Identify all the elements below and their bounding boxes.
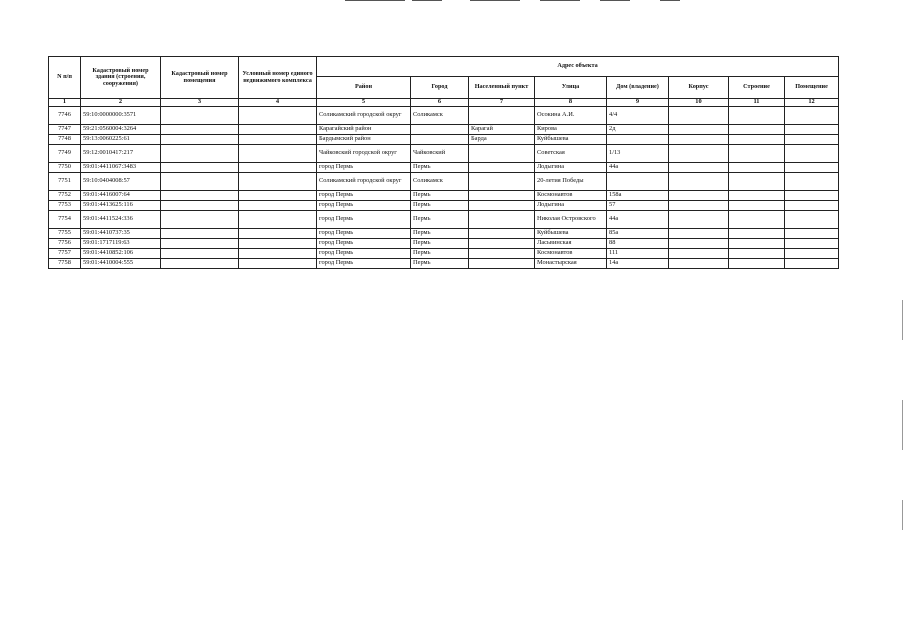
column-number: 3 bbox=[161, 99, 239, 107]
district-cell: Чайковский городской округ bbox=[317, 145, 411, 163]
building-cell bbox=[729, 249, 785, 259]
conditional-number bbox=[239, 107, 317, 125]
row-number: 7758 bbox=[49, 259, 81, 269]
row-number: 7753 bbox=[49, 201, 81, 211]
row-number: 7754 bbox=[49, 211, 81, 229]
table-row bbox=[49, 145, 839, 163]
district-cell: город Пермь bbox=[317, 211, 411, 229]
room-cell bbox=[785, 229, 839, 239]
room-cell bbox=[785, 259, 839, 269]
room-cell bbox=[785, 201, 839, 211]
district-cell: город Пермь bbox=[317, 201, 411, 211]
header-building: Строение bbox=[729, 77, 785, 99]
korpus-cell bbox=[669, 191, 729, 201]
city-cell: Пермь bbox=[411, 191, 469, 201]
cadastral-number-room bbox=[161, 259, 239, 269]
house-cell bbox=[607, 135, 669, 145]
table-row bbox=[49, 239, 839, 249]
cadastral-number-room bbox=[161, 107, 239, 125]
street-cell: Космонавтов bbox=[535, 249, 607, 259]
conditional-number bbox=[239, 145, 317, 163]
scan-edge-mark bbox=[902, 400, 903, 450]
row-number: 7746 bbox=[49, 107, 81, 125]
locality-cell bbox=[469, 201, 535, 211]
street-cell: Николая Островского bbox=[535, 211, 607, 229]
scan-edge-mark bbox=[902, 300, 903, 340]
column-number: 6 bbox=[411, 99, 469, 107]
korpus-cell bbox=[669, 259, 729, 269]
city-cell: Соликамск bbox=[411, 107, 469, 125]
cadastral-number-room bbox=[161, 191, 239, 201]
column-number: 1 bbox=[49, 99, 81, 107]
korpus-cell bbox=[669, 145, 729, 163]
street-cell: Ласьвинская bbox=[535, 239, 607, 249]
house-cell: 44а bbox=[607, 163, 669, 173]
house-cell: 2д bbox=[607, 125, 669, 135]
locality-cell bbox=[469, 211, 535, 229]
house-cell bbox=[607, 173, 669, 191]
table-row bbox=[49, 135, 839, 145]
city-cell: Пермь bbox=[411, 211, 469, 229]
street-cell: Космонавтов bbox=[535, 191, 607, 201]
city-cell: Пермь bbox=[411, 239, 469, 249]
house-cell: 57 bbox=[607, 201, 669, 211]
cadastral-number-building: 59:01:4410852:106 bbox=[81, 249, 161, 259]
locality-cell bbox=[469, 163, 535, 173]
cadastral-number-building: 59:01:4416007:64 bbox=[81, 191, 161, 201]
house-cell: 44а bbox=[607, 211, 669, 229]
conditional-number bbox=[239, 259, 317, 269]
room-cell bbox=[785, 173, 839, 191]
header-room: Помещение bbox=[785, 77, 839, 99]
column-number: 10 bbox=[669, 99, 729, 107]
locality-cell bbox=[469, 229, 535, 239]
district-cell: город Пермь bbox=[317, 191, 411, 201]
house-cell: 158а bbox=[607, 191, 669, 201]
locality-cell bbox=[469, 145, 535, 163]
city-cell: Пермь bbox=[411, 259, 469, 269]
city-cell: Пермь bbox=[411, 229, 469, 239]
city-cell: Пермь bbox=[411, 201, 469, 211]
street-cell: Кирова bbox=[535, 125, 607, 135]
cadastral-number-room bbox=[161, 163, 239, 173]
column-number: 7 bbox=[469, 99, 535, 107]
row-number: 7756 bbox=[49, 239, 81, 249]
cadastral-number-building: 59:10:0404008:57 bbox=[81, 173, 161, 191]
column-number: 9 bbox=[607, 99, 669, 107]
cadastral-number-room bbox=[161, 201, 239, 211]
header-cad-room: Кадастровый номер помещения bbox=[161, 57, 239, 99]
korpus-cell bbox=[669, 163, 729, 173]
locality-cell bbox=[469, 239, 535, 249]
street-cell: Куйбышева bbox=[535, 135, 607, 145]
column-number: 5 bbox=[317, 99, 411, 107]
building-cell bbox=[729, 191, 785, 201]
district-cell: Бардымский район bbox=[317, 135, 411, 145]
building-cell bbox=[729, 107, 785, 125]
korpus-cell bbox=[669, 173, 729, 191]
cadastral-number-building: 59:01:4410004:555 bbox=[81, 259, 161, 269]
cadastral-number-building: 59:01:1717119:63 bbox=[81, 239, 161, 249]
room-cell bbox=[785, 125, 839, 135]
district-cell: город Пермь bbox=[317, 239, 411, 249]
house-cell: 111 bbox=[607, 249, 669, 259]
building-cell bbox=[729, 135, 785, 145]
cadastral-number-building: 59:13:0060225:61 bbox=[81, 135, 161, 145]
header-house: Дом (владение) bbox=[607, 77, 669, 99]
house-cell: 1/13 bbox=[607, 145, 669, 163]
city-cell: Пермь bbox=[411, 249, 469, 259]
district-cell: Карагайский район bbox=[317, 125, 411, 135]
registry-table bbox=[48, 56, 839, 269]
house-cell: 88 bbox=[607, 239, 669, 249]
header-cond-num: Условный номер единого недвижимого комплекса bbox=[239, 57, 317, 99]
header-city: Город bbox=[411, 77, 469, 99]
cadastral-number-building: 59:01:4410737:35 bbox=[81, 229, 161, 239]
header-street: Улица bbox=[535, 77, 607, 99]
room-cell bbox=[785, 135, 839, 145]
cadastral-number-building: 59:01:4411524:336 bbox=[81, 211, 161, 229]
building-cell bbox=[729, 145, 785, 163]
korpus-cell bbox=[669, 239, 729, 249]
header-num: N п/п bbox=[49, 57, 81, 99]
header-cad-building: Кадастровый номер здания (строения, сооружения) bbox=[81, 57, 161, 99]
cadastral-number-building: 59:01:4413625:116 bbox=[81, 201, 161, 211]
korpus-cell bbox=[669, 249, 729, 259]
room-cell bbox=[785, 211, 839, 229]
room-cell bbox=[785, 145, 839, 163]
room-cell bbox=[785, 107, 839, 125]
table-body bbox=[49, 107, 839, 269]
street-cell: Советская bbox=[535, 145, 607, 163]
cadastral-number-room bbox=[161, 229, 239, 239]
building-cell bbox=[729, 173, 785, 191]
cadastral-number-room bbox=[161, 145, 239, 163]
locality-cell: Карагай bbox=[469, 125, 535, 135]
row-number: 7748 bbox=[49, 135, 81, 145]
building-cell bbox=[729, 239, 785, 249]
conditional-number bbox=[239, 229, 317, 239]
row-number: 7749 bbox=[49, 145, 81, 163]
conditional-number bbox=[239, 201, 317, 211]
column-number: 8 bbox=[535, 99, 607, 107]
cadastral-number-room bbox=[161, 135, 239, 145]
header-korpus: Корпус bbox=[669, 77, 729, 99]
korpus-cell bbox=[669, 107, 729, 125]
conditional-number bbox=[239, 211, 317, 229]
column-number: 4 bbox=[239, 99, 317, 107]
house-cell: 4/4 bbox=[607, 107, 669, 125]
scan-edge-mark bbox=[902, 500, 903, 530]
row-number: 7757 bbox=[49, 249, 81, 259]
city-cell: Чайковский bbox=[411, 145, 469, 163]
table-row bbox=[49, 163, 839, 173]
row-number: 7751 bbox=[49, 173, 81, 191]
conditional-number bbox=[239, 163, 317, 173]
room-cell bbox=[785, 249, 839, 259]
building-cell bbox=[729, 229, 785, 239]
district-cell: город Пермь bbox=[317, 249, 411, 259]
korpus-cell bbox=[669, 211, 729, 229]
cadastral-number-room bbox=[161, 173, 239, 191]
locality-cell bbox=[469, 249, 535, 259]
street-cell: Осокина А.И. bbox=[535, 107, 607, 125]
street-cell: 20-летия Победы bbox=[535, 173, 607, 191]
conditional-number bbox=[239, 239, 317, 249]
house-cell: 14а bbox=[607, 259, 669, 269]
locality-cell bbox=[469, 107, 535, 125]
building-cell bbox=[729, 125, 785, 135]
locality-cell: Барда bbox=[469, 135, 535, 145]
row-number: 7750 bbox=[49, 163, 81, 173]
street-cell: Куйбышева bbox=[535, 229, 607, 239]
table-row bbox=[49, 201, 839, 211]
building-cell bbox=[729, 259, 785, 269]
korpus-cell bbox=[669, 229, 729, 239]
table-row bbox=[49, 191, 839, 201]
cadastral-number-room bbox=[161, 211, 239, 229]
cadastral-number-building: 59:10:0000000:3571 bbox=[81, 107, 161, 125]
cadastral-number-room bbox=[161, 249, 239, 259]
locality-cell bbox=[469, 259, 535, 269]
district-cell: город Пермь bbox=[317, 163, 411, 173]
cadastral-number-building: 59:12:0010417:217 bbox=[81, 145, 161, 163]
city-cell: Соликамск bbox=[411, 173, 469, 191]
district-cell: город Пермь bbox=[317, 259, 411, 269]
cadastral-number-building: 59:21:0560004:3264 bbox=[81, 125, 161, 135]
column-number: 12 bbox=[785, 99, 839, 107]
district-cell: Соликамский городской округ bbox=[317, 107, 411, 125]
room-cell bbox=[785, 191, 839, 201]
table-row bbox=[49, 107, 839, 125]
cadastral-number-building: 59:01:4411067:3483 bbox=[81, 163, 161, 173]
column-number: 11 bbox=[729, 99, 785, 107]
conditional-number bbox=[239, 173, 317, 191]
city-cell: Пермь bbox=[411, 163, 469, 173]
table-row bbox=[49, 229, 839, 239]
header-address: Адрес объекта bbox=[317, 57, 839, 77]
locality-cell bbox=[469, 191, 535, 201]
row-number: 7752 bbox=[49, 191, 81, 201]
district-cell: Соликамский городской округ bbox=[317, 173, 411, 191]
table-row bbox=[49, 125, 839, 135]
conditional-number bbox=[239, 135, 317, 145]
row-number: 7747 bbox=[49, 125, 81, 135]
room-cell bbox=[785, 239, 839, 249]
house-cell: 85а bbox=[607, 229, 669, 239]
conditional-number bbox=[239, 249, 317, 259]
city-cell bbox=[411, 125, 469, 135]
column-number: 2 bbox=[81, 99, 161, 107]
korpus-cell bbox=[669, 135, 729, 145]
row-number: 7755 bbox=[49, 229, 81, 239]
korpus-cell bbox=[669, 125, 729, 135]
room-cell bbox=[785, 163, 839, 173]
header-locality: Населенный пункт bbox=[469, 77, 535, 99]
table-row bbox=[49, 249, 839, 259]
korpus-cell bbox=[669, 201, 729, 211]
scan-artifact-top bbox=[0, 0, 905, 4]
conditional-number bbox=[239, 125, 317, 135]
district-cell: город Пермь bbox=[317, 229, 411, 239]
street-cell: Монастырская bbox=[535, 259, 607, 269]
building-cell bbox=[729, 211, 785, 229]
table-row bbox=[49, 259, 839, 269]
building-cell bbox=[729, 163, 785, 173]
table-row bbox=[49, 173, 839, 191]
street-cell: Лодыгина bbox=[535, 163, 607, 173]
cadastral-number-room bbox=[161, 125, 239, 135]
header-district: Район bbox=[317, 77, 411, 99]
city-cell bbox=[411, 135, 469, 145]
table-row bbox=[49, 211, 839, 229]
conditional-number bbox=[239, 191, 317, 201]
building-cell bbox=[729, 201, 785, 211]
street-cell: Лодыгина bbox=[535, 201, 607, 211]
cadastral-number-room bbox=[161, 239, 239, 249]
locality-cell bbox=[469, 173, 535, 191]
